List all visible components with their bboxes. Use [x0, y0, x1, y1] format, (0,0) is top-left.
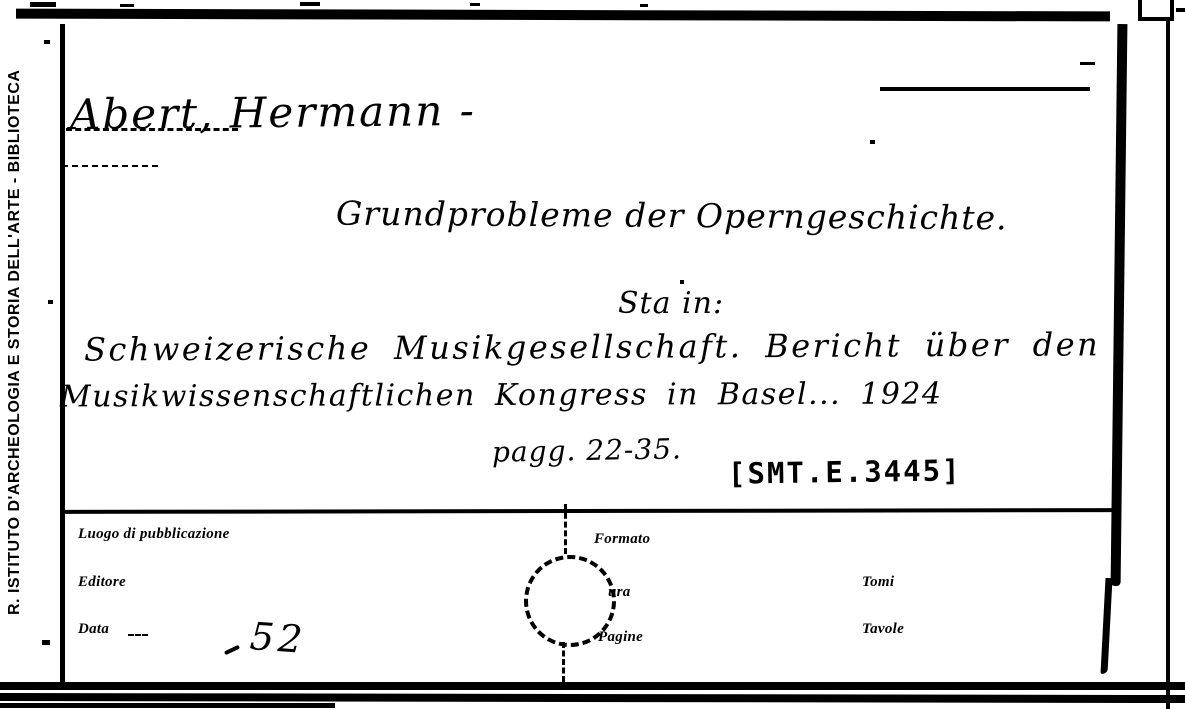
- left-margin-dashes: [62, 165, 158, 167]
- stray-pen-mark: [224, 645, 240, 655]
- data-field-dashes: [128, 634, 148, 636]
- right-inner-border-rule: [1111, 24, 1128, 586]
- field-label-pagine: Pagine: [598, 629, 644, 645]
- top-border-rule: [16, 9, 1110, 22]
- field-label-luogo-di-pubblicazione: Luogo di pubblicazione: [78, 526, 230, 542]
- scan-noise: [42, 640, 50, 645]
- scan-noise: [30, 2, 56, 7]
- field-label-data: Data: [78, 621, 110, 637]
- source-publication-line2: Musikwissenschaftlichen Kongress in Basel... 1924: [59, 376, 943, 415]
- data-field-value: 52: [248, 614, 308, 662]
- scan-noise: [48, 300, 53, 304]
- right-outer-border-rule: [1166, 0, 1170, 709]
- field-label-legatura-fragment: ura: [608, 584, 631, 600]
- bottom-border-fragment: [0, 703, 335, 708]
- bottom-border-rule-lower: [0, 693, 1185, 703]
- adjacent-card-corner: [1138, 0, 1174, 21]
- field-label-formato: Formato: [594, 531, 651, 547]
- edge-tick-mark: [1176, 8, 1185, 12]
- scan-noise: [300, 2, 320, 6]
- shelfmark: [SMT.E.3445]: [727, 453, 962, 491]
- fold-line-lower: [562, 642, 565, 682]
- field-label-tomi: Tomi: [862, 574, 895, 590]
- bottom-border-rule-upper: [0, 682, 1185, 690]
- scan-noise: [120, 4, 134, 7]
- source-publication-line1: Schweizerische Musikgesellschaft. Bericht über den: [83, 325, 1101, 369]
- scan-noise: [680, 280, 684, 284]
- fold-line-upper: [564, 504, 567, 554]
- scan-noise: [470, 3, 480, 6]
- field-label-tavole: Tavole: [862, 621, 905, 637]
- contained-in-note: Sta in:: [618, 286, 725, 321]
- scan-noise: [640, 4, 648, 7]
- stray-tick-mark: [1080, 62, 1095, 65]
- author-name: Abert, Hermann -: [69, 85, 477, 140]
- institution-name-vertical: R. ISTITUTO D'ARCHEOLOGIA E STORIA DELL'ARTE - BIBLIOTECA: [6, 69, 23, 616]
- scan-noise: [44, 40, 50, 44]
- right-inner-border-rule-lower: [1100, 578, 1112, 674]
- field-label-editore: Editore: [78, 574, 126, 590]
- left-border-rule: [60, 24, 65, 686]
- scan-noise: [870, 140, 875, 144]
- blank-fill-in-line: [880, 87, 1090, 91]
- page-range: pagg. 22-35.: [491, 432, 683, 469]
- work-title: Grundprobleme der Operngeschichte.: [335, 193, 1008, 238]
- form-separator-rule: [62, 508, 1114, 514]
